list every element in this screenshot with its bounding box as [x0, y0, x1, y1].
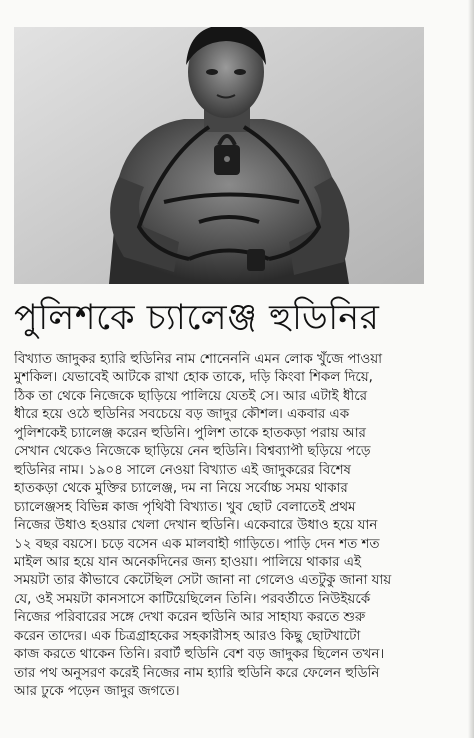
body-line: করেন তাদের। এক চিত্রগ্রাহকের সহকারীসহ আরও কিছু ছোটখাটো	[14, 628, 361, 644]
body-line: যে, ওই সময়টা কানসাসে কাটিয়েছিলেন তিনি। পরবর্তীতে নিউইয়র্কে	[14, 591, 371, 607]
page-edge	[468, 0, 474, 738]
headline: পুলিশকে চ্যালেঞ্জ হুডিনির	[14, 298, 380, 338]
body-line: সময়টা তার কীভাবে কেটেছিল সেটা জানা না গেলেও এতটুকু জানা যায়	[14, 573, 392, 589]
body-line: হুডিনির নাম। ১৯০৪ সালে নেওয়া বিখ্যাত এই জাদুকরের বিশেষ	[14, 462, 351, 478]
body-line: ঠিক তা থেকে নিজেকে ছাড়িয়ে পালিয়ে যেতই সে। আর এটাই ধীরে	[14, 388, 367, 404]
body-line: নিজের উধাও হওয়ার খেলা দেখান হুডিনি। একেবারে উধাও হয়ে যান	[14, 518, 378, 534]
body-line: মুশকিল। যেভাবেই আটকে রাখা হোক তাকে, দড়ি কিংবা শিকল দিয়ে,	[14, 370, 373, 386]
article-photo	[14, 27, 424, 284]
body-line: তার পথ অনুসরণ করেই নিজের নাম হ্যারি হুডিনি করে ফেলেন হুডিনি	[14, 665, 380, 681]
body-line: বিখ্যাত জাদুকর হ্যারি হুডিনির নাম শোনেননি এমন লোক খুঁজে পাওয়া	[14, 352, 383, 367]
chained-man-photo	[14, 27, 424, 284]
body-line: ১২ বছর বয়সে। চড়ে বসেন এক মালবাহী গাড়িতে। পাড়ি দেন শত শত	[14, 536, 380, 552]
article-body	[14, 351, 462, 702]
body-line: মাইল আর হয়ে যান অনেকদিনের জন্য হাওয়া। পালিয়ে থাকার এই	[14, 554, 361, 570]
body-line: আর ঢুকে পড়েন জাদুর জগতে।	[14, 684, 180, 700]
body-line: হাতকড়া থেকে মুক্তির চ্যালেঞ্জ, দম না নিয়ে সর্বোচ্চ সময় থাকার	[14, 481, 348, 497]
body-line: নিজের পরিবারের সঙ্গে দেখা করেন হুডিনি আর সাহায্য করতে শুরু	[14, 610, 366, 626]
body-line: চ্যালেঞ্জসহ বিভিন্ন কাজ পৃথিবী বিখ্যাত। খুব ছোট বেলাতেই প্রথম	[14, 499, 356, 515]
body-line: ধীরে হয়ে ওঠে হুডিনির সবচেয়ে বড় জাদুর কৌশল। একবার এক	[14, 407, 350, 423]
body-line: পুলিশকেই চ্যালেঞ্জ করেন হুডিনি। পুলিশ তাকে হাতকড়া পরায় আর	[14, 425, 366, 441]
body-line: সেখান থেকেও নিজেকে ছাড়িয়ে নেন হুডিনি। বিশ্বব্যাপী ছড়িয়ে পড়ে	[14, 444, 371, 460]
body-line: কাজ করতে থাকেন তিনি। রবার্ট হুডিনি বেশ বড় জাদুকর ছিলেন তখন।	[14, 647, 385, 663]
